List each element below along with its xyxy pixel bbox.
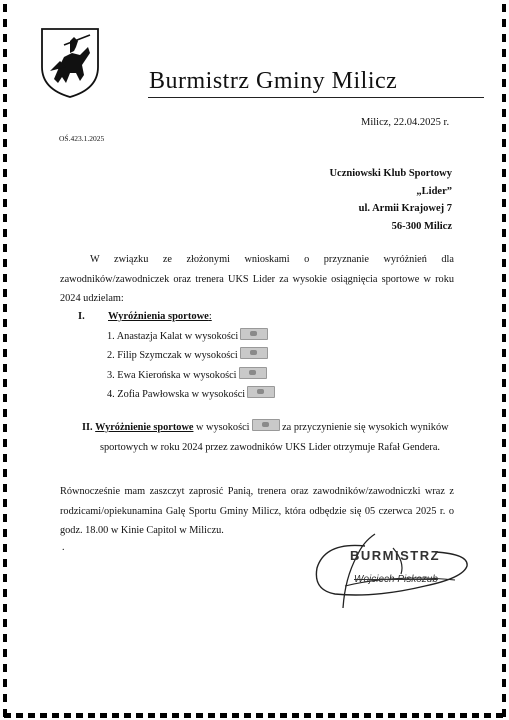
redacted-amount	[240, 328, 268, 340]
awards-list	[107, 327, 275, 404]
section-1-number: I.	[78, 311, 85, 322]
section-1-heading: Wyróżnienia sportowe:	[108, 311, 212, 322]
signature-stamp-name: Wojciech Piskozub	[354, 574, 438, 585]
list-item: 2. Filip Szymczak w wysokości	[107, 346, 275, 365]
list-item: 1. Anastazja Kalat w wysokości	[107, 327, 275, 346]
coat-of-arms-icon	[40, 27, 100, 99]
section-2-number: II.	[82, 422, 93, 433]
recipient-address	[329, 165, 452, 235]
stray-mark: .	[62, 542, 65, 553]
recipient-line-4: 56-300 Milicz	[391, 220, 452, 232]
list-item: 4. Zofia Pawłowska w wysokości	[107, 385, 275, 404]
page-title: Burmistrz Gminy Milicz	[149, 68, 398, 94]
closing-paragraph: Równocześnie mam zaszczyt zaprosić Panią, trenera oraz zawodników/zawodniczki wraz z rodzicami/opiekunamina Galę Sportu Gminy Milicz, która odbędzie się 05 czerwca 2025 r. o godz. 18.00 w Kinie Capitol w Miliczu.	[60, 486, 454, 536]
redacted-amount	[252, 419, 280, 431]
recipient-line-1: Uczniowski Klub Sportowy	[329, 168, 452, 179]
recipient-line-3: ul. Armii Krajowej 7	[358, 203, 452, 214]
case-number: OŚ.423.1.2025	[59, 134, 105, 143]
section-2: II. Wyróżnienie sportowe w wysokości za przyczynienie się wysokich wyników sportowych w roku 2024 przez zawodników UKS Lider otrzymuje Rafał Gendera.	[82, 418, 462, 457]
recipient-line-2: „Lider”	[416, 185, 452, 197]
section-2-line-2: sportowych w roku 2024 przez zawodników UKS Lider otrzymuje Rafał Gendera.	[100, 441, 440, 453]
section-2-heading: Wyróżnienie sportowe	[95, 422, 194, 433]
header-divider	[148, 97, 484, 98]
intro-text: W związku ze złożonymi wnioskami o przyznanie wyróżnień dla zawodników/zawodniczek oraz trenera UKS Lider za wysokie osiągnięcia sportowe w roku 2024 udzielam:	[60, 254, 454, 304]
letter-date: Milicz, 22.04.2025 r.	[361, 117, 450, 128]
signature-stamp-title: BURMISTRZ	[350, 548, 441, 563]
intro-paragraph	[60, 250, 454, 309]
redacted-amount	[247, 386, 275, 398]
redacted-amount	[239, 367, 267, 379]
redacted-amount	[240, 347, 268, 359]
signature-scribble	[305, 528, 475, 613]
list-item: 3. Ewa Kierońska w wysokości	[107, 366, 275, 385]
